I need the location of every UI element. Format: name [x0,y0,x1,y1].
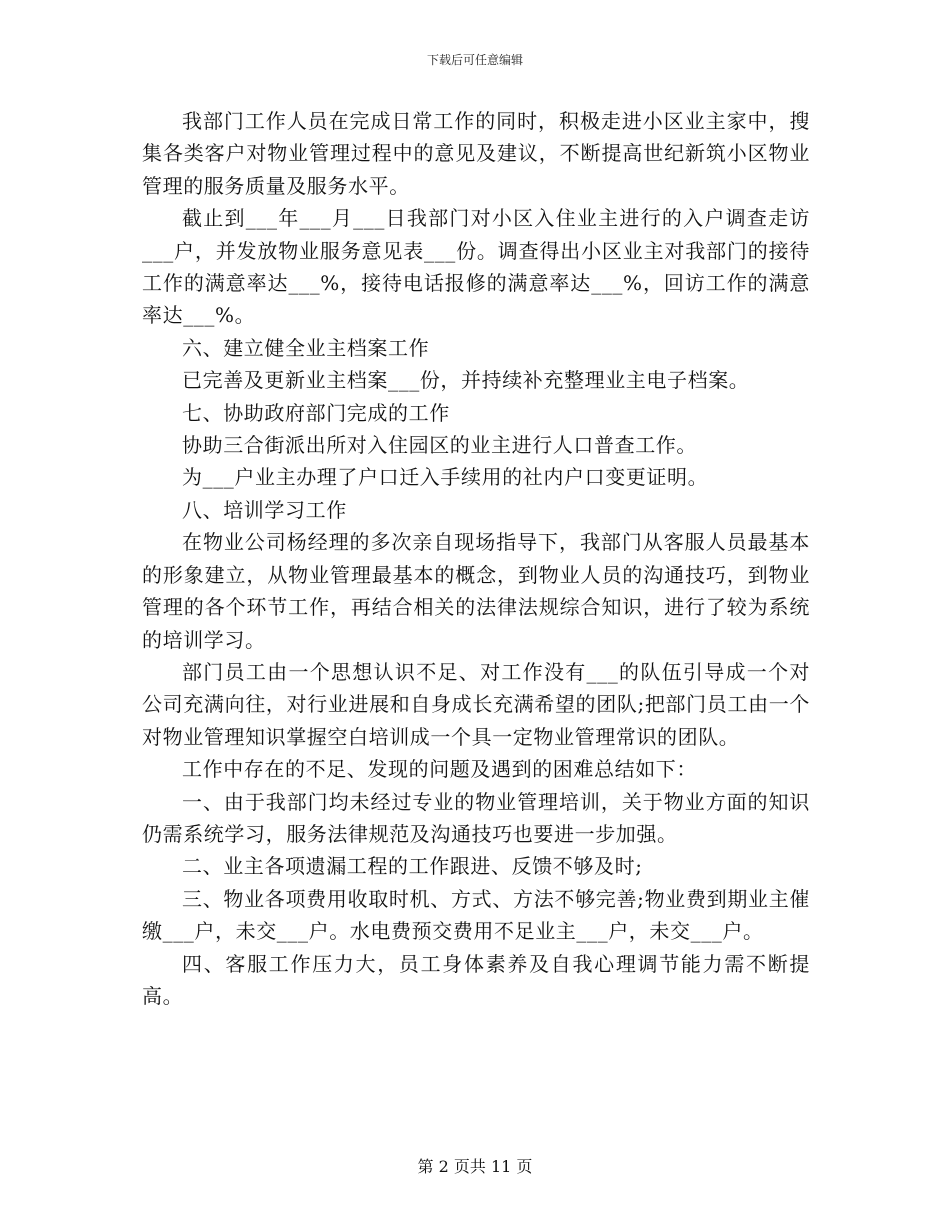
paragraph-5: 为___户业主办理了户口迁入手续用的社内户口变更证明。 [182,465,709,490]
page-header: 下载后可任意编辑 [426,53,523,67]
paragraph-3: 已完善及更新业主档案___份，并持续补充整理业主电子档案。 [182,368,750,393]
section-heading-6: 六、建立健全业主档案工作 [182,335,430,360]
paragraph-7: 部门员工由一个思想认识不足、对工作没有___的队伍引导成一个对公司充满向往，对行业进展和自身成长充满希望的团队;把部门员工由一个对物业管理知识掌握空白培训成一个具一定物业管理常识的团队。 [142,659,810,749]
issue-item-1: 一、由于我部门均未经过专业的物业管理培训，关于物业方面的知识仍需系统学习，服务法律规范及沟通技巧也要进一步加强。 [142,789,810,846]
issue-item-3: 三、物业各项费用收取时机、方式、方法不够完善;物业费到期业主催缴___户，未交___户。水电费预交费用不足业主___户，未交___户。 [142,886,810,944]
issue-item-4: 四、客服工作压力大，员工身体素养及自我心理调节能力需不断提高。 [142,951,810,1008]
section-heading-8: 八、培训学习工作 [182,497,347,522]
paragraph-8: 工作中存在的不足、发现的问题及遇到的困难总结如下： [182,757,697,782]
section-heading-7: 七、协助政府部门完成的工作 [182,400,450,425]
issue-item-2: 二、业主各项遗漏工程的工作跟进、反馈不够及时; [182,854,643,879]
page-footer: 第 2 页共 11 页 [417,1157,533,1176]
paragraph-4: 协助三合街派出所对入住园区的业主进行人口普查工作。 [182,433,697,458]
paragraph-2: 截止到___年___月___日我部门对小区入住业主进行的入户调查走访___户，并发放物业服务意见表___份。调查得出小区业主对我部门的接待工作的满意率达___%，接待电话报修的满意率达___%，回访工作的满意率达___%。 [142,206,810,328]
paragraph-6: 在物业公司杨经理的多次亲自现场指导下，我部门从客服人员最基本的形象建立，从物业管理最基本的概念，到物业人员的沟通技巧，到物业管理的各个环节工作，再结合相关的法律法规综合知识，进行了较为系统的培训学习。 [142,530,810,652]
document-body [142,105,810,1012]
paragraph-1: 我部门工作人员在完成日常工作的同时，积极走进小区业主家中，搜集各类客户对物业管理过程中的意见及建议，不断提高世纪新筑小区物业管理的服务质量及服务水平。 [142,109,810,198]
